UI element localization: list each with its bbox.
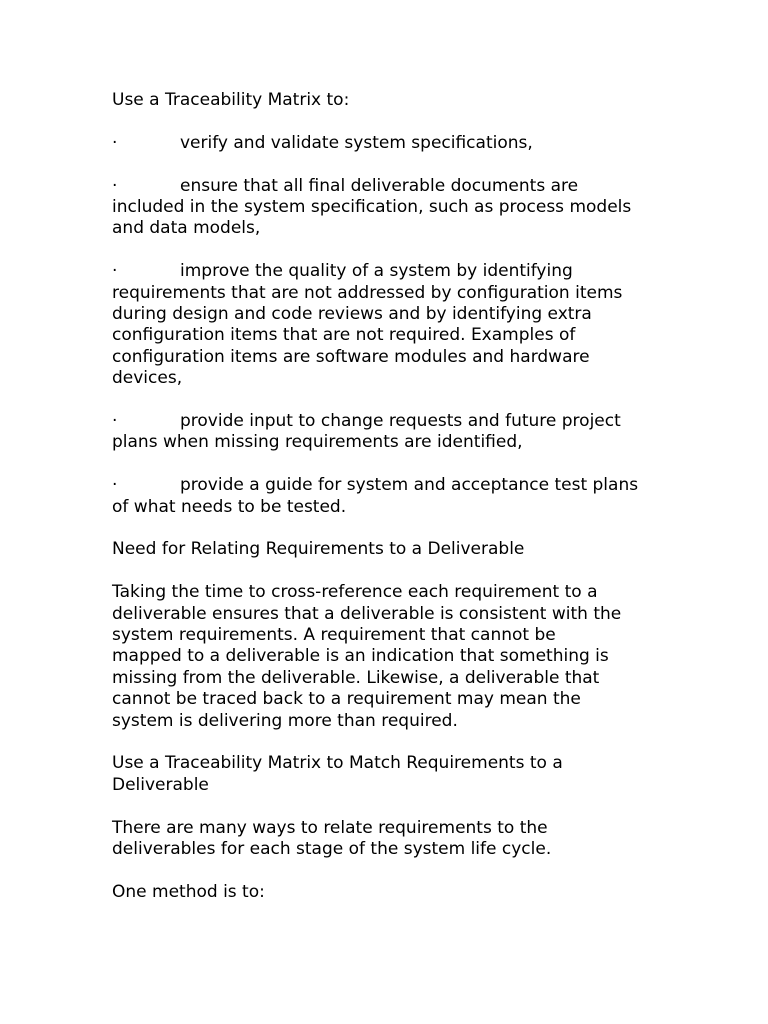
paragraph-line: system requirements. A requirement that cannot be [112,625,556,646]
intro-text: Use a Traceability Matrix to: [112,90,350,110]
bullet-item [112,411,672,454]
bullet-continuation: of what needs to be tested. [112,496,347,517]
bullet-item [112,176,672,240]
paragraph-line: deliverable ensures that a deliverable is consistent with the [112,603,622,624]
bullet-text: provide a guide for system and acceptance test plans [180,475,639,496]
bullet-text: verify and validate system specifications, [180,132,533,153]
bullet-continuation: plans when missing requirements are identified, [112,432,523,453]
bullet-dot: · [112,475,118,496]
bullet-dot: · [112,132,118,153]
bullet-item [112,261,672,389]
bullet-continuation: configuration items that are not required. Examples of [112,325,576,346]
paragraph-line: system is delivering more than required. [112,710,458,731]
document-page [112,90,672,925]
closing-text: One method is to: [112,881,265,902]
bullet-continuation: and data models, [112,218,261,239]
section-heading: Need for Relating Requirements to a Deliverable [112,539,525,560]
bullet-text: ensure that all final deliverable documents are [180,175,579,196]
paragraph-line: deliverables for each stage of the system life cycle. [112,839,552,860]
bullet-dot: · [112,175,118,196]
bullet-continuation: devices, [112,368,183,389]
paragraph-line: mapped to a deliverable is an indication that something is [112,646,609,667]
heading-line: Use a Traceability Matrix to Match Requirements to a [112,753,563,774]
bullet-text: improve the quality of a system by identifying [180,261,573,282]
paragraph-line: There are many ways to relate requirements to the [112,817,548,838]
bullet-dot: · [112,411,118,432]
heading-line: Deliverable [112,774,209,795]
bullet-item [112,133,672,154]
bullet-item [112,475,672,518]
bullet-text: provide input to change requests and future project [180,411,621,432]
bullet-continuation: included in the system specification, such as process models [112,197,632,217]
bullet-continuation: configuration items are software modules and hardware [112,346,590,367]
bullet-continuation: requirements that are not addressed by configuration items [112,282,623,303]
bullet-dot: · [112,261,118,282]
section-heading [112,753,672,796]
paragraph-line: missing from the deliverable. Likewise, a deliverable that [112,667,600,688]
body-paragraph [112,818,672,861]
bullet-continuation: during design and code reviews and by identifying extra [112,304,592,325]
body-paragraph [112,582,672,732]
paragraph-line: Taking the time to cross-reference each requirement to a [112,582,598,603]
paragraph-line: cannot be traced back to a requirement may mean the [112,689,581,710]
